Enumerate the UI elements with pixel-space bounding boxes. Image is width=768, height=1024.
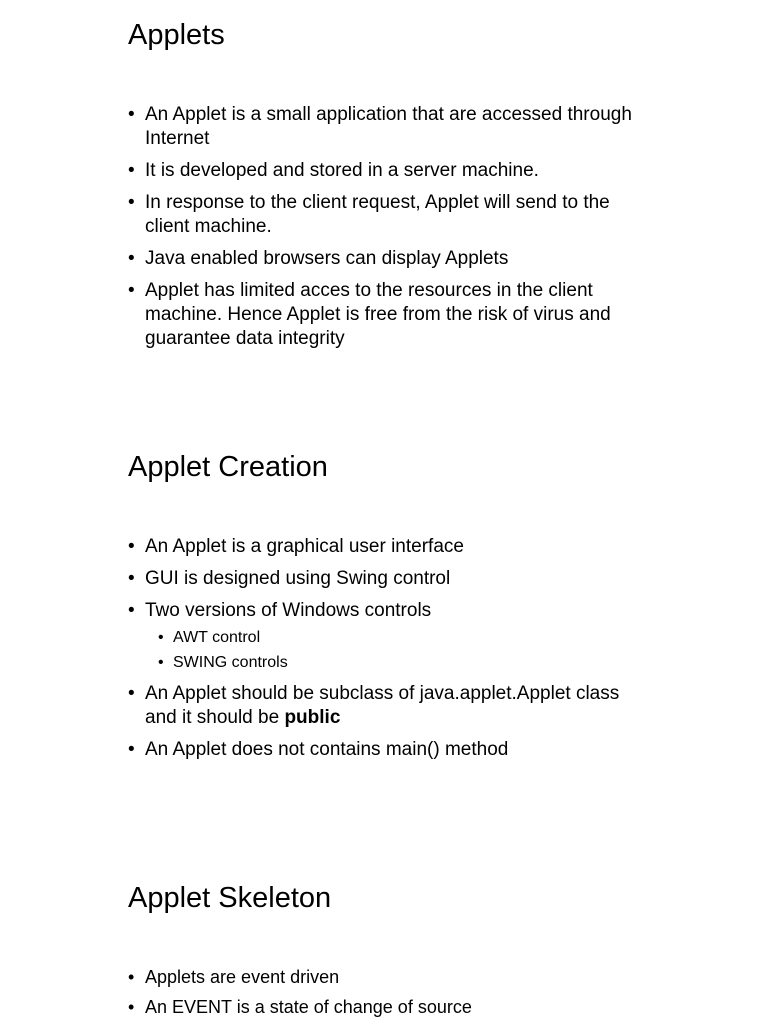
bullet-item: • Two versions of Windows controls [128,599,648,623]
bullet-item: • Applets are event driven [128,966,648,988]
bullet-item: • An EVENT is a state of change of source [128,996,648,1018]
sub-bullet-item: • AWT control [158,628,260,648]
bullet-item: • An Applet is a graphical user interface [128,535,648,559]
sub-bullet-item: • SWING controls [158,653,288,673]
slide-title: Applets [128,19,225,51]
bullet-item: • Java enabled browsers can display Applets [128,247,648,271]
bullet-emphasis: public [284,707,341,728]
bullet-item [128,682,648,730]
bullet-item: • It is developed and stored in a server machine. [128,159,648,183]
bullet-item: • Applet has limited acces to the resources in the client machine. Hence Applet is free from the risk of virus and guarantee data integrity [128,279,648,351]
bullet-item: • GUI is designed using Swing control [128,567,648,591]
bullet-item: • In response to the client request, Applet will send to the client machine. [128,191,648,239]
bullet-item: • An Applet is a small application that are accessed through Internet [128,103,648,151]
slide-title: Applet Skeleton [128,882,332,914]
slide-title: Applet Creation [128,451,328,483]
bullet-item: • An Applet does not contains main() method [128,738,648,762]
bullet-text: An Applet should be subclass of java.applet.Applet class and it should be [145,683,620,728]
